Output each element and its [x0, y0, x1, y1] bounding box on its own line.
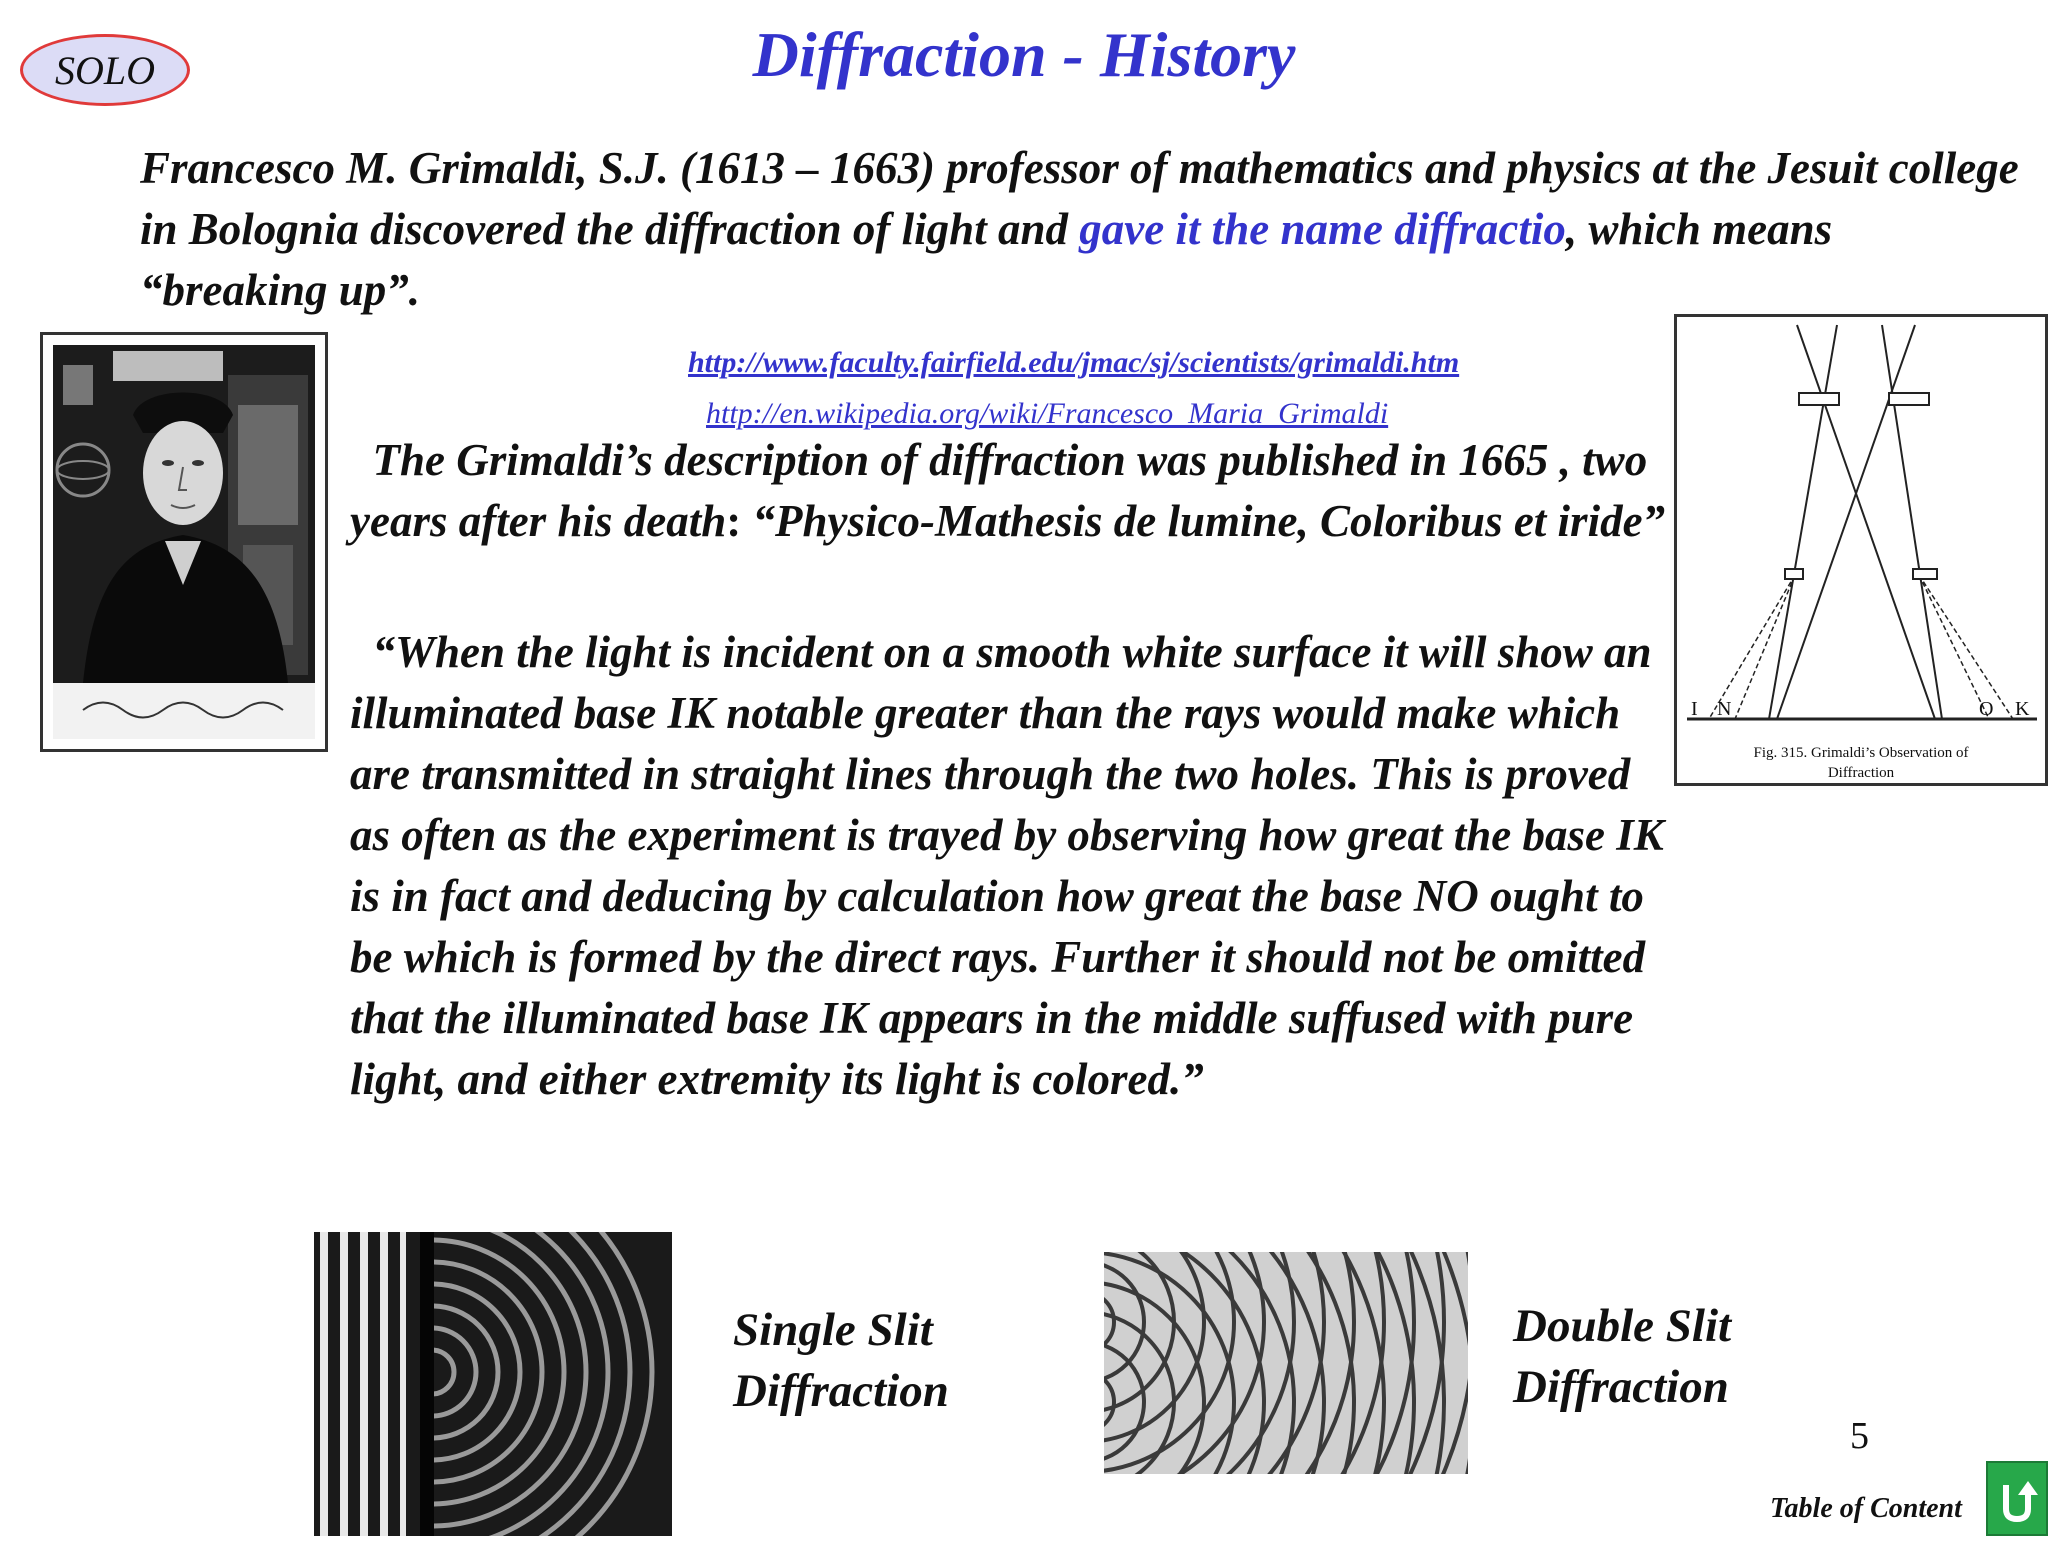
- double-slit-caption-line-2: Diffraction: [1513, 1361, 1729, 1413]
- diagram-caption-line-1: Fig. 315. Grimaldi’s Observation of: [1753, 745, 1969, 761]
- return-button[interactable]: [1986, 1461, 2048, 1536]
- single-slit-caption-line-1: Single Slit: [733, 1304, 933, 1356]
- diagram-drawing: [1677, 317, 2045, 783]
- link-wikipedia[interactable]: http://en.wikipedia.org/wiki/Francesco_Maria_Grimaldi: [706, 397, 1389, 430]
- table-of-content-link[interactable]: Table of Content: [1770, 1493, 1962, 1524]
- link-fairfield[interactable]: http://www.faculty.fairfield.edu/jmac/sj/scientists/grimaldi.htm: [688, 346, 1460, 379]
- single-slit-caption-line-2: Diffraction: [733, 1365, 949, 1417]
- intro-paragraph: [140, 138, 2020, 321]
- page-number: 5: [1850, 1415, 1869, 1457]
- publication-paragraph: [350, 430, 1670, 552]
- return-arrow-icon: [1988, 1463, 2046, 1534]
- grimaldi-portrait: [40, 332, 328, 752]
- quote-paragraph: [350, 622, 1670, 1110]
- grimaldi-diagram: [1674, 314, 2048, 786]
- single-slit-image: [314, 1232, 672, 1536]
- intro-highlight: gave it the name diffractio: [1079, 204, 1566, 254]
- diagram-label-i: I: [1691, 698, 1698, 720]
- double-slit-interference-pattern: [1104, 1252, 1468, 1474]
- solo-badge-label: SOLO: [54, 47, 156, 93]
- diagram-caption-line-2: Diffraction: [1827, 765, 1895, 781]
- publication-text-1: The Grimaldi’s description of diffraction was published in 1665 , two years after his death: [350, 435, 1648, 546]
- intro-text-2: , which means “breaking up”.: [140, 204, 1833, 315]
- publication-colon: :: [726, 496, 742, 546]
- publication-text-2: “Physico-Mathesis de lumine, Coloribus et iride”: [741, 496, 1666, 546]
- double-slit-image: [1104, 1252, 1468, 1474]
- intro-text-1: Francesco M. Grimaldi, S.J. (1613 – 1663) professor of mathematics and physics at the Jesuit college in Bolognia discovered the diffraction of light and: [140, 143, 2019, 254]
- diagram-label-k: K: [2015, 698, 2030, 720]
- diagram-label-n: N: [1717, 698, 1732, 720]
- diagram-label-o: O: [1979, 698, 1994, 720]
- double-slit-caption-line-1: Double Slit: [1513, 1300, 1732, 1352]
- page-title: Diffraction - History: [752, 19, 1296, 90]
- double-slit-caption: [1513, 1296, 1731, 1418]
- single-slit-wave-pattern: [314, 1232, 672, 1536]
- quote-text: “When the light is incident on a smooth white surface it will show an illuminated base IK notable greater than the rays would make which are transmitted in straight lines through the two holes. This is proved as often as the experiment is trayed by observing how great the base IK is in fact and deducing by calculation how great the base NO ought to be which is formed by the direct rays. Further it should not be omitted that the illuminated base IK appears in the middle suffused with pure light, and either extremity its light is colored.”: [350, 627, 1664, 1104]
- grimaldi-portrait-engraving: [53, 345, 315, 739]
- single-slit-caption: [733, 1300, 949, 1422]
